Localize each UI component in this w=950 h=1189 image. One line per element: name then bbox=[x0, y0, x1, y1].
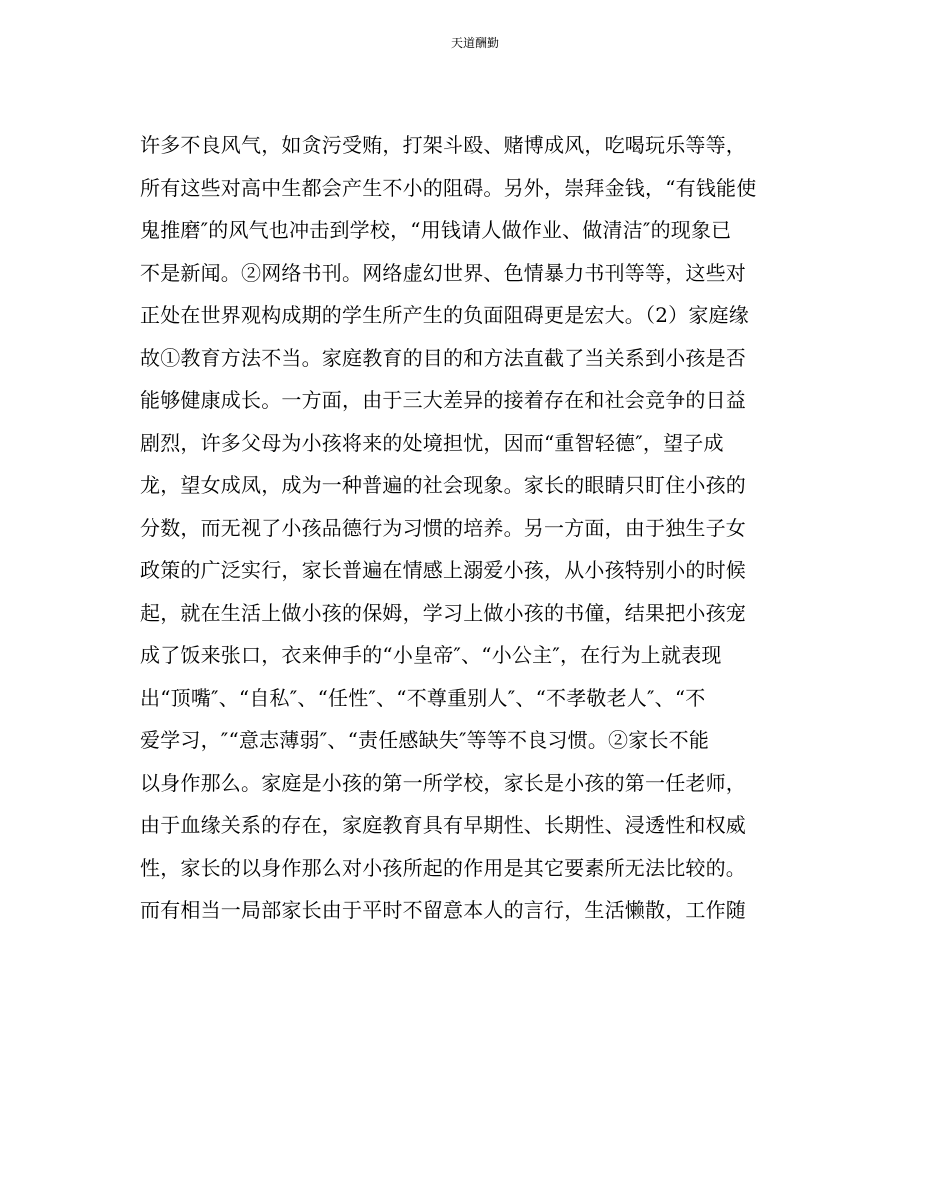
text-line-17: 由于血缘关系的存在，家庭教育具有早期性、长期性、浸透性和权威 bbox=[140, 813, 746, 837]
page-header: 天道酬勤 bbox=[450, 36, 499, 50]
text-line-8: 剧烈，许多父母为小孩将来的处境担忧，因而“重智轻德″，望子成 bbox=[140, 430, 724, 455]
text-line-4: 不是新闻。②网络书刊。网络虚幻世界、色情暴力书刊等等，这些对 bbox=[140, 260, 746, 285]
text-line-16: 以身作那么。家庭是小孩的第一所学校，家长是小孩的第一任老师， bbox=[140, 770, 746, 795]
text-line-6: 故①教育方法不当。家庭教育的目的和方法直截了当关系到小孩是否 bbox=[140, 345, 746, 370]
text-line-1: 许多不良风气，如贪污受贿，打架斗殴、赌博成风，吃喝玩乐等等， bbox=[140, 133, 746, 157]
text-line-5: 正处在世界观构成期的学生所产生的负面阻碍更是宏大。（2）家庭缘 bbox=[140, 303, 749, 327]
text-line-12: 起，就在生活上做小孩的保姆，学习上做小孩的书僮，结果把小孩宠 bbox=[140, 600, 746, 625]
text-line-19: 而有相当一局部家长由于平时不留意本人的言行，生活懒散，工作随 bbox=[140, 898, 746, 922]
text-line-13: 成了饭来张口，衣来伸手的“小皇帝″、“小公主″，在行为上就表现 bbox=[140, 643, 722, 667]
text-line-2: 所有这些对高中生都会产生不小的阻碍。另外，崇拜金钱，“有钱能使 bbox=[140, 175, 757, 200]
text-line-7: 能够健康成长。一方面，由于三大差异的接着存在和社会竞争的日益 bbox=[140, 388, 746, 412]
text-line-18: 性，家长的以身作那么对小孩所起的作用是其它要素所无法比较的。 bbox=[140, 855, 746, 880]
text-line-9: 龙，望女成凤，成为一种普遍的社会现象。家长的眼睛只盯住小孩的 bbox=[140, 473, 746, 497]
text-line-15: 爱学习，″“意志薄弱″、“责任感缺失″等等不良习惯。②家长不能 bbox=[140, 728, 710, 752]
text-line-10: 分数，而无视了小孩品德行为习惯的培养。另一方面，由于独生子女 bbox=[140, 515, 746, 540]
text-line-11: 政策的广泛实行，家长普遍在情感上溺爱小孩，从小孩特别小的时候 bbox=[140, 558, 746, 582]
text-line-3: 鬼推磨″的风气也冲击到学校，“用钱请人做作业、做清洁″的现象已 bbox=[140, 218, 732, 242]
text-line-14: 出“顶嘴″、“自私″、“任性″、“不尊重别人″、“不孝敬老人″、“不 bbox=[140, 685, 706, 710]
document-body bbox=[140, 124, 820, 932]
